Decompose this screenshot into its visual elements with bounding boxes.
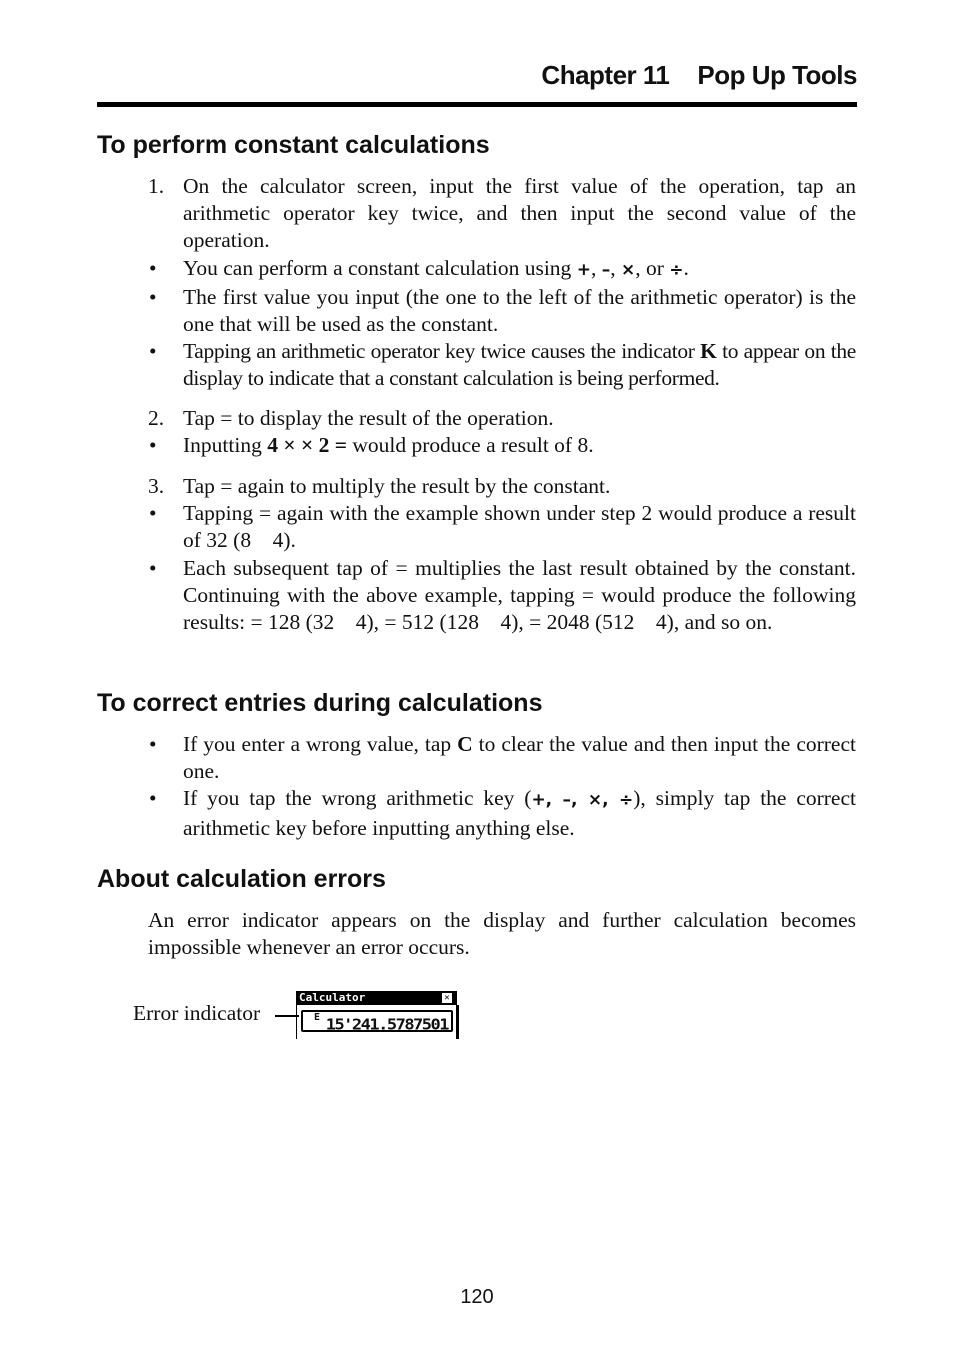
step-number: 2. bbox=[148, 406, 165, 430]
bullet-mark: • bbox=[149, 255, 157, 280]
error-indicator: E bbox=[314, 1012, 321, 1023]
separator: , bbox=[610, 255, 621, 280]
bullet-mark: • bbox=[149, 284, 157, 309]
k-indicator: K bbox=[700, 339, 717, 364]
bullet-text: Tapping an arithmetic operator key twice causes the indicator bbox=[183, 339, 701, 364]
step-text: Tap = to display the result of the operation. bbox=[183, 406, 554, 430]
chapter-heading bbox=[541, 60, 857, 91]
chapter-number: Chapter 11 bbox=[541, 60, 670, 90]
chapter-title: Pop Up Tools bbox=[697, 60, 857, 90]
bullet-text-end: . bbox=[683, 255, 689, 280]
correct-entries-list bbox=[148, 731, 856, 842]
bullet-item bbox=[148, 731, 856, 785]
bullet-item bbox=[148, 555, 862, 637]
step-2 bbox=[148, 405, 856, 432]
section-heading-constant: To perform constant calculations bbox=[97, 131, 490, 159]
bullet-item bbox=[148, 432, 856, 459]
error-indicator-label: Error indicator bbox=[133, 1001, 261, 1025]
bullet-text: Each subsequent tap of = multiplies the last result obtained by the constant. Continuing with the above example, tapping = would produce the following results: = 128 (32 4), = 512 (128 4), = 2048 (512 4), and so on. bbox=[183, 555, 862, 635]
bullet-item bbox=[148, 500, 862, 554]
step-3 bbox=[148, 473, 856, 500]
errors-paragraph bbox=[148, 907, 856, 961]
bullet-text-end: to appear on the display to indicate that a constant calculation is being performed. bbox=[183, 339, 856, 391]
calculator-title-bar bbox=[296, 991, 457, 1005]
divide-symbol: ÷ bbox=[669, 259, 684, 280]
bullet-item bbox=[148, 338, 856, 392]
bullet-text-end: would produce a result of 8. bbox=[346, 433, 594, 458]
constant-steps-group-3 bbox=[148, 473, 862, 636]
minus-symbol: – bbox=[601, 259, 611, 280]
paragraph-text: An error indicator appears on the display and further calculation becomes impossible whenever an error occurs. bbox=[148, 908, 856, 960]
page-header bbox=[97, 58, 857, 107]
step-1 bbox=[148, 173, 856, 255]
bullet-mark: • bbox=[149, 786, 157, 811]
constant-steps-group-1 bbox=[148, 173, 856, 393]
key-sequence: 4 × × 2 = bbox=[267, 433, 347, 458]
bullet-item bbox=[148, 785, 856, 841]
bullet-mark: • bbox=[149, 339, 157, 364]
bullet-text: Inputting bbox=[183, 433, 268, 458]
bullet-text: If you tap the wrong arithmetic key ( bbox=[183, 786, 532, 811]
display-value: 15'241.5787501 bbox=[325, 1016, 448, 1034]
bullet-text: The first value you input (the one to the left of the arithmetic operator) is the one that will be used as the constant. bbox=[183, 284, 856, 337]
constant-steps-group-2 bbox=[148, 405, 856, 459]
bullet-text: If you enter a wrong value, tap bbox=[183, 732, 458, 756]
step-number: 1. bbox=[148, 174, 165, 198]
step-number: 3. bbox=[148, 474, 165, 498]
bullet-item bbox=[148, 284, 856, 338]
bullet-text: Tapping = again with the example shown under step 2 would produce a result of 32 (8 4). bbox=[183, 501, 862, 553]
multiply-symbol: × bbox=[620, 259, 636, 280]
calculator-display bbox=[301, 1010, 453, 1032]
bullet-mark: • bbox=[149, 732, 157, 756]
bullet-text-end: ), simply tap the correct arithmetic key before inputting anything else. bbox=[183, 786, 856, 840]
bullet-text: You can perform a constant calculation using bbox=[183, 255, 577, 280]
operator-symbols: +, –, ×, ÷ bbox=[531, 790, 634, 811]
window-title: Calculator bbox=[299, 991, 366, 1004]
step-text: Tap = again to multiply the result by the constant. bbox=[183, 474, 611, 498]
close-icon[interactable]: ✕ bbox=[441, 992, 453, 1004]
section-heading-errors: About calculation errors bbox=[97, 865, 386, 893]
bullet-mark: • bbox=[149, 433, 157, 458]
step-text: On the calculator screen, input the first value of the operation, tap an arithmetic operator key twice, and then input the second value of the operation. bbox=[183, 174, 856, 253]
page-number: 120 bbox=[460, 1286, 494, 1308]
separator: , or bbox=[635, 255, 670, 280]
separator: , bbox=[590, 255, 602, 280]
bullet-mark: • bbox=[149, 555, 157, 580]
bullet-mark: • bbox=[149, 501, 157, 526]
bullet-text-end: to clear the value and then input the correct one. bbox=[183, 732, 856, 784]
calculator-window bbox=[294, 991, 461, 1039]
section-heading-correct: To correct entries during calculations bbox=[97, 689, 543, 717]
calculator-body bbox=[296, 1005, 459, 1039]
clear-key: C bbox=[457, 732, 473, 756]
bullet-item bbox=[148, 255, 856, 284]
plus-symbol: + bbox=[576, 259, 591, 280]
